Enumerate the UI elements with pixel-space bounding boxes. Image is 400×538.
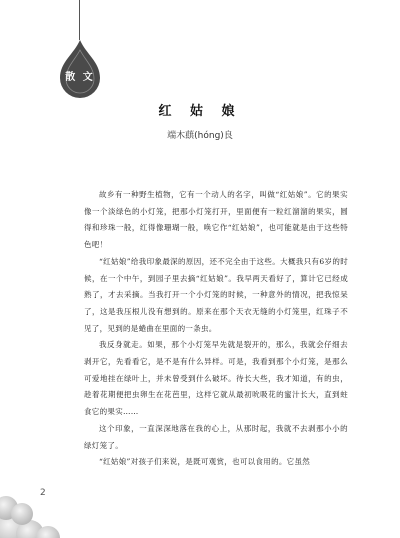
paragraph: 故乡有一种野生植物，它有一个动人的名字，叫做“红姑娘”。它的果实像一个淡绿色的小灯笼，把那小灯笼打开，里面便有一粒红溜溜的果实，圆得和珍珠一般，红得像珊瑚一般，唤它作“红姑娘”，也可能就是由于这些特色吧！	[84, 190, 348, 250]
paragraph: “红姑娘”给我印象最深的原因，还不完全由于这些。大概我只有6岁的时候，在一个中午，到园子里去摘“红姑娘”。我早两天看好了，算计它已经成熟了，才去采摘。当我打开一个小灯笼的时候，一种意外的情况，把我惊呆了，这是我压根儿没有想到的。原来在那个天衣无缝的小灯笼里，红珠子不见了，见到的是蜷曲在里面的一条虫。	[84, 256, 348, 333]
paragraph: 这个印象，一直深深地落在我的心上，从那时起，我就不去剥那小小的绿灯笼了。	[84, 423, 348, 450]
paragraph: 我反身就走。如果，那个小灯笼早先就是裂开的，那么，我就会仔细去剥开它，先看看它，是不是有什么异样。可是，我看到那个小灯笼，是那么可爱地挂在绿叶上，并未曾受到什么破坏。待长大些，我才知道，有的虫，趁着花期便把虫卵生在花芭里，这样它就从最初吮吸花的蜜汁长大，直到蛀食它的果实……	[84, 340, 348, 417]
page-number: 2	[40, 488, 46, 498]
tab-hanging-line	[79, 0, 80, 40]
article-title: 红 姑 娘	[158, 104, 242, 119]
section-tab	[56, 40, 104, 102]
article-author: 端木蕻(hóng)良	[167, 131, 233, 141]
cloud-decoration	[0, 468, 70, 538]
paragraph: “红姑娘”对孩子们来说，是既可观赏，也可以食用的。它虽然	[99, 457, 311, 467]
section-label: 散 文	[65, 72, 95, 83]
article-body	[84, 187, 348, 471]
